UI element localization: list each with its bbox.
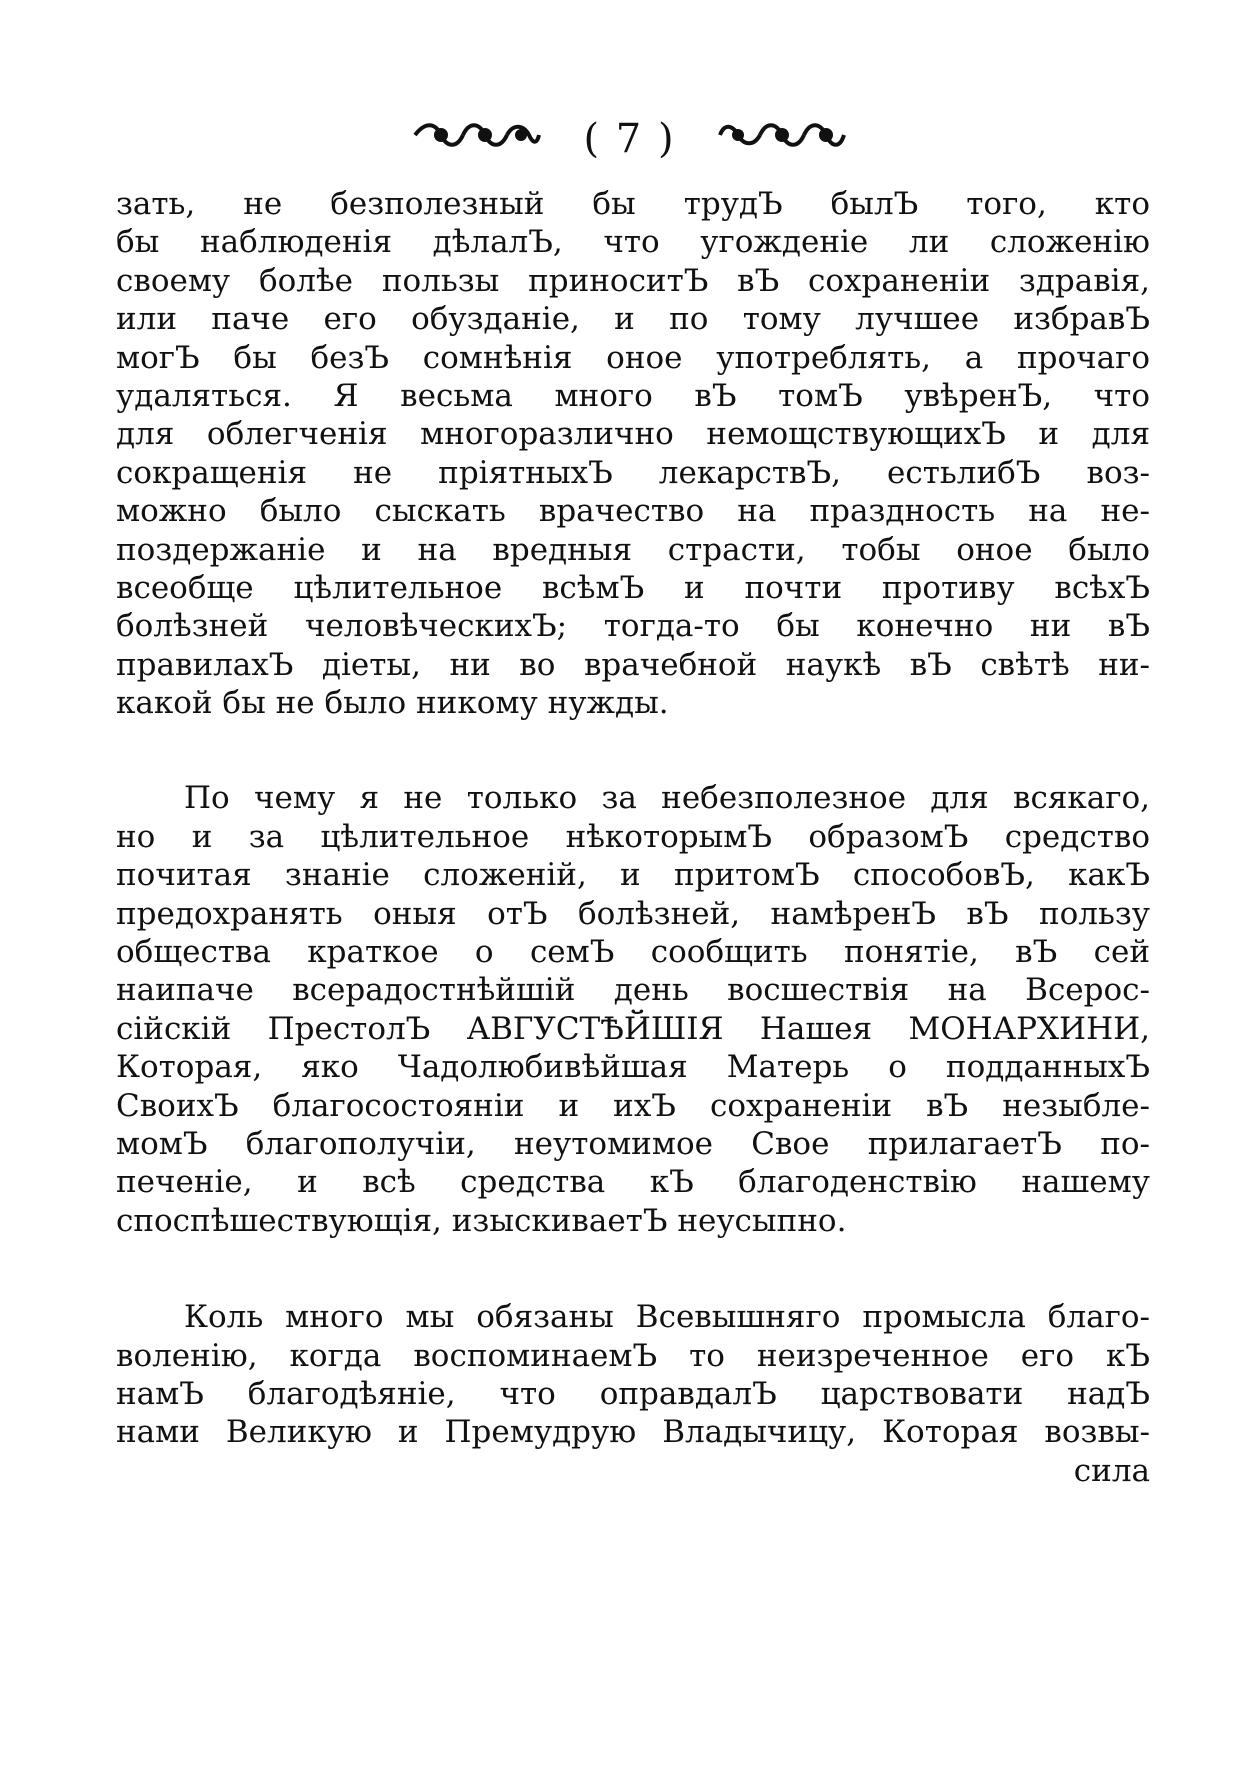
page-header <box>0 112 1259 163</box>
text-line: или паче его обузданіе, и по тому лучшее избравЪ <box>116 301 1150 338</box>
text-line: наипаче всерадостнѣйшій день восшествія на Всерос- <box>116 972 1150 1009</box>
paragraph-1 <box>116 185 1150 722</box>
page-number: ( 7 ) <box>583 116 676 162</box>
text-line: бы наблюденія дѣлалЪ, что угожденіе ли сложенію <box>116 224 1150 261</box>
paragraph-gap <box>116 722 1150 779</box>
text-line: Которая, яко Чадолюбивѣйшая Матерь о подданныхЪ <box>116 1049 1150 1086</box>
text-line: сокращенія не пріятныхЪ лекарствЪ, естьлибЪ воз- <box>116 454 1150 491</box>
text-line: По чему я не только за небезполезное для всякаго, <box>184 780 1150 817</box>
text-line: можно было сыскать врачество на праздность на не- <box>116 493 1150 530</box>
ornament-right-icon <box>718 115 848 163</box>
paragraph-gap <box>116 1240 1150 1298</box>
text-line: воленію, когда воспоминаемЪ то неизреченное его кЪ <box>116 1337 1150 1374</box>
text-line: зать, не безполезный бы трудЪ былЪ того, кто <box>116 186 1150 222</box>
text-line: момЪ благополучіи, неутомимое Свое прилагаетЪ по- <box>116 1125 1150 1162</box>
text-line: всеобще цѣлительное всѣмЪ и почти противу всѣхЪ <box>116 569 1150 606</box>
text-line: СвоихЪ благосостояніи и ихЪ сохраненіи вЪ незыбле- <box>116 1087 1150 1124</box>
text-line: общества краткое о семЪ сообщить понятіе, вЪ сей <box>116 934 1150 971</box>
text-line: но и за цѣлительное нѣкоторымЪ образомЪ средство <box>116 818 1150 855</box>
text-line: болѣзней человѣческихЪ; тогда-то бы конечно ни вЪ <box>116 608 1150 645</box>
main-text <box>116 185 1150 1490</box>
text-line: Коль много мы обязаны Всевышняго промысла благо- <box>184 1299 1150 1336</box>
text-line: сійскій ПрестолЪ АВГУСТѢЙШІЯ Нашея МОНАРХИНИ, <box>116 1010 1150 1047</box>
text-line: печеніе, и всѣ средства кЪ благоденствію нашему <box>116 1164 1150 1201</box>
paragraph-3 <box>116 1298 1150 1490</box>
text-line: могЪ бы безЪ сомнѣнія оное употреблять, а прочаго <box>116 339 1150 376</box>
text-line: удаляться. Я весьма много вЪ томЪ увѣренЪ, что <box>116 377 1150 414</box>
text-line: нами Великую и Премудрую Владычицу, Которая возвы- <box>116 1414 1150 1451</box>
text-line: своему болѣе пользы приноситЪ вЪ сохраненіи здравія, <box>116 262 1150 299</box>
paragraph-2 <box>116 779 1150 1240</box>
catchword: сила <box>1073 1452 1150 1489</box>
text-line: поздержаніе и на вредныя страсти, тобы оное было <box>116 531 1150 568</box>
text-line: споспѣшествующія, изыскиваетЪ неусыпно. <box>116 1202 847 1239</box>
text-line: намЪ благодѣяніе, что оправдалЪ царствовати надЪ <box>116 1375 1150 1412</box>
text-line: для облегченія многоразлично немощствующихЪ и для <box>116 416 1150 453</box>
text-line: правилахЪ діеты, ни во врачебной наукѣ вЪ свѣтѣ ни- <box>116 646 1150 683</box>
ornament-left-icon <box>411 115 541 163</box>
text-line: почитая знаніе сложеній, и притомЪ способовЪ, какЪ <box>116 857 1150 894</box>
text-line: предохранять оныя отЪ болѣзней, намѣренЪ вЪ пользу <box>116 895 1150 932</box>
text-line: какой бы не было никому нужды. <box>116 685 669 722</box>
